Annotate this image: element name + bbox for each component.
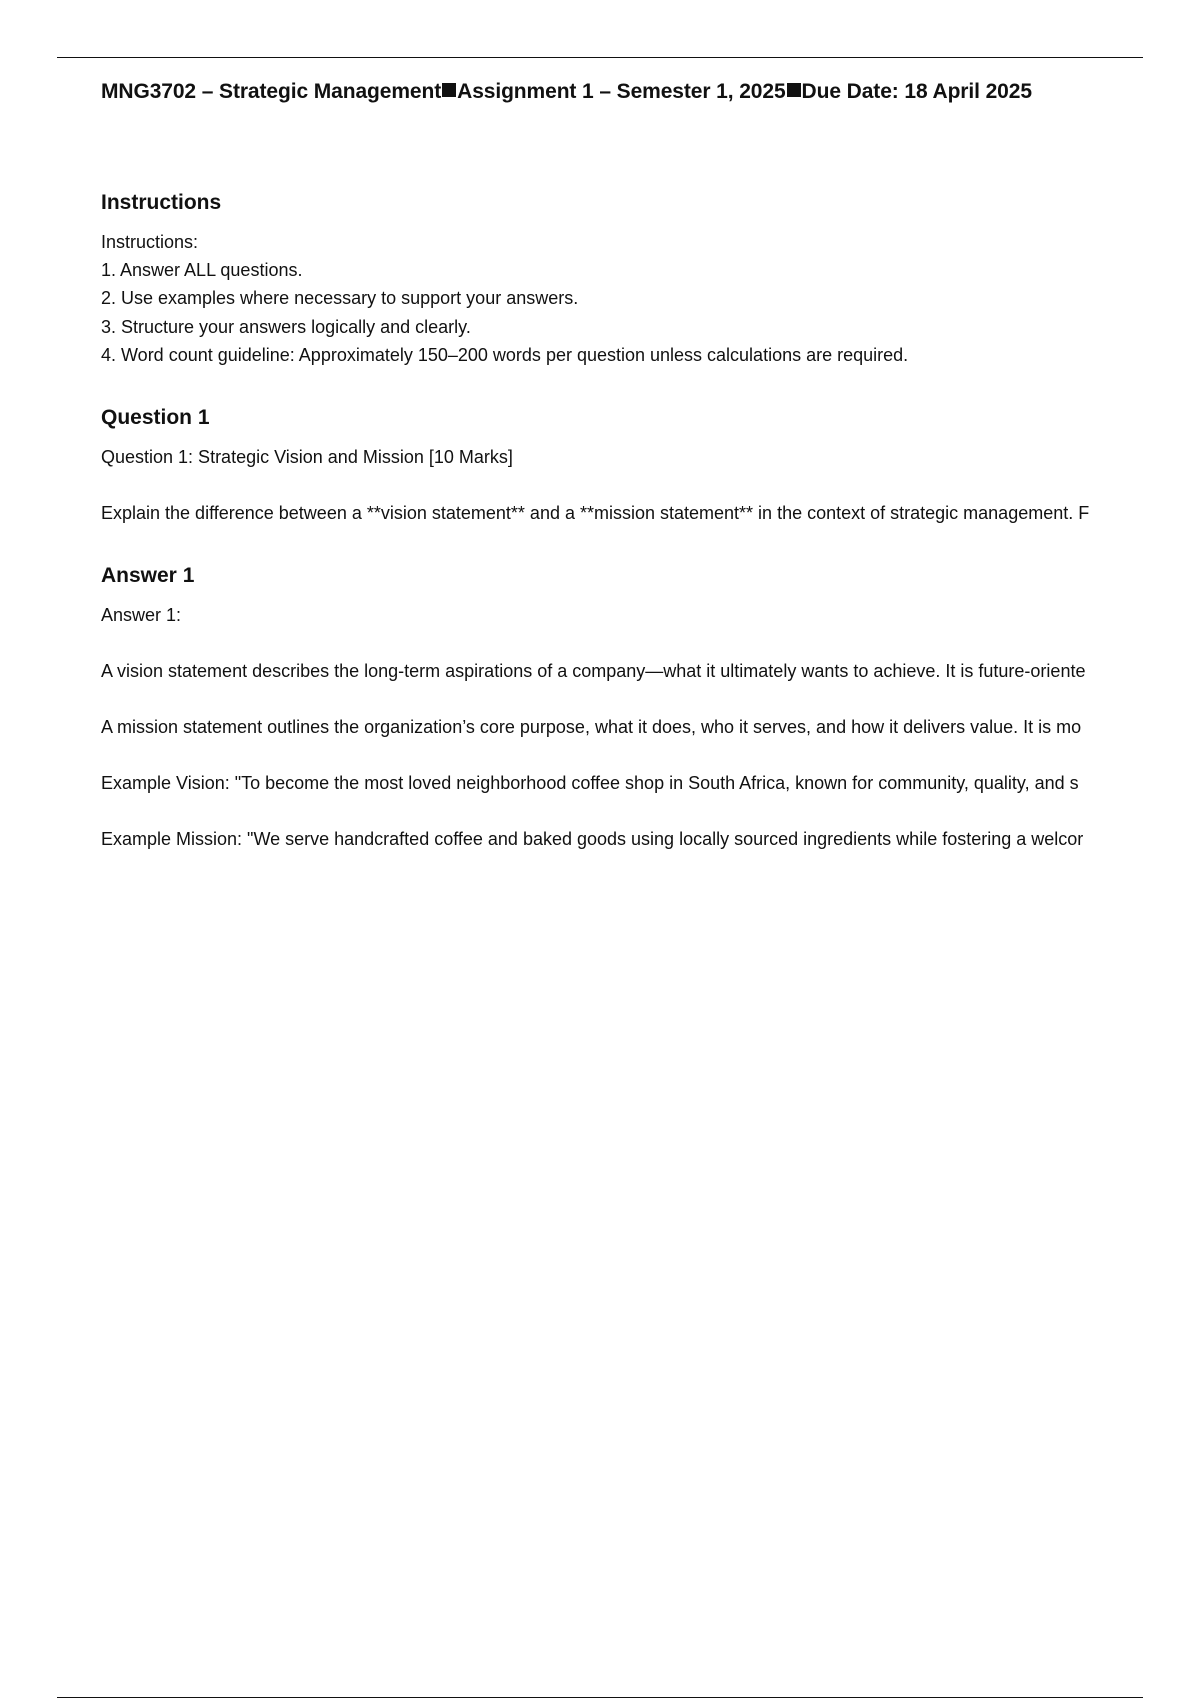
- question-1-heading: Question 1: Strategic Vision and Mission [10 Marks]: [101, 447, 513, 468]
- top-rule: [57, 57, 1143, 58]
- answer-1-heading: Answer 1:: [101, 605, 182, 626]
- answer-1-paragraph: Example Mission: "We serve handcrafted coffee and baked goods using locally sourced ingredients while fostering a welcor: [101, 829, 1084, 850]
- instructions-title: Instructions: [101, 191, 222, 214]
- question-1-title: Question 1: [101, 406, 210, 430]
- header-assignment: Assignment 1 – Semester 1, 2025: [457, 80, 786, 103]
- document-body: [101, 190, 1200, 853]
- instructions-section: [101, 190, 1200, 369]
- instructions-line: 2. Use examples where necessary to support your answers.: [101, 288, 579, 309]
- answer-1-paragraph: Example Vision: "To become the most loved neighborhood coffee shop in South Africa, known for community, quality, and s: [101, 773, 1079, 794]
- answer-1-section: [101, 563, 1200, 853]
- instructions-line: Instructions:: [101, 232, 199, 252]
- instructions-line: 4. Word count guideline: Approximately 150–200 words per question unless calculations are required.: [101, 344, 909, 365]
- instructions-line: 3. Structure your answers logically and clearly.: [101, 316, 471, 337]
- answer-1-title: Answer 1: [101, 564, 195, 588]
- answer-1-paragraph: A vision statement describes the long-term aspirations of a company—what it ultimately wants to achieve. It is future-oriente: [101, 661, 1086, 682]
- separator-square-icon: [787, 83, 801, 97]
- instructions-line: 1. Answer ALL questions.: [101, 260, 303, 281]
- bottom-rule: [57, 1697, 1143, 1698]
- question-1-body: Explain the difference between a **vision statement** and a **mission statement** in the context of strategic management. F: [101, 503, 1090, 524]
- header-course: MNG3702 – Strategic Management: [101, 80, 442, 103]
- question-1-section: [101, 405, 1200, 527]
- document-header: [101, 80, 1032, 104]
- separator-square-icon: [442, 83, 456, 97]
- header-due-date: Due Date: 18 April 2025: [801, 80, 1032, 103]
- answer-1-paragraph: A mission statement outlines the organization’s core purpose, what it does, who it serves, and how it delivers value. It is mo: [101, 717, 1082, 738]
